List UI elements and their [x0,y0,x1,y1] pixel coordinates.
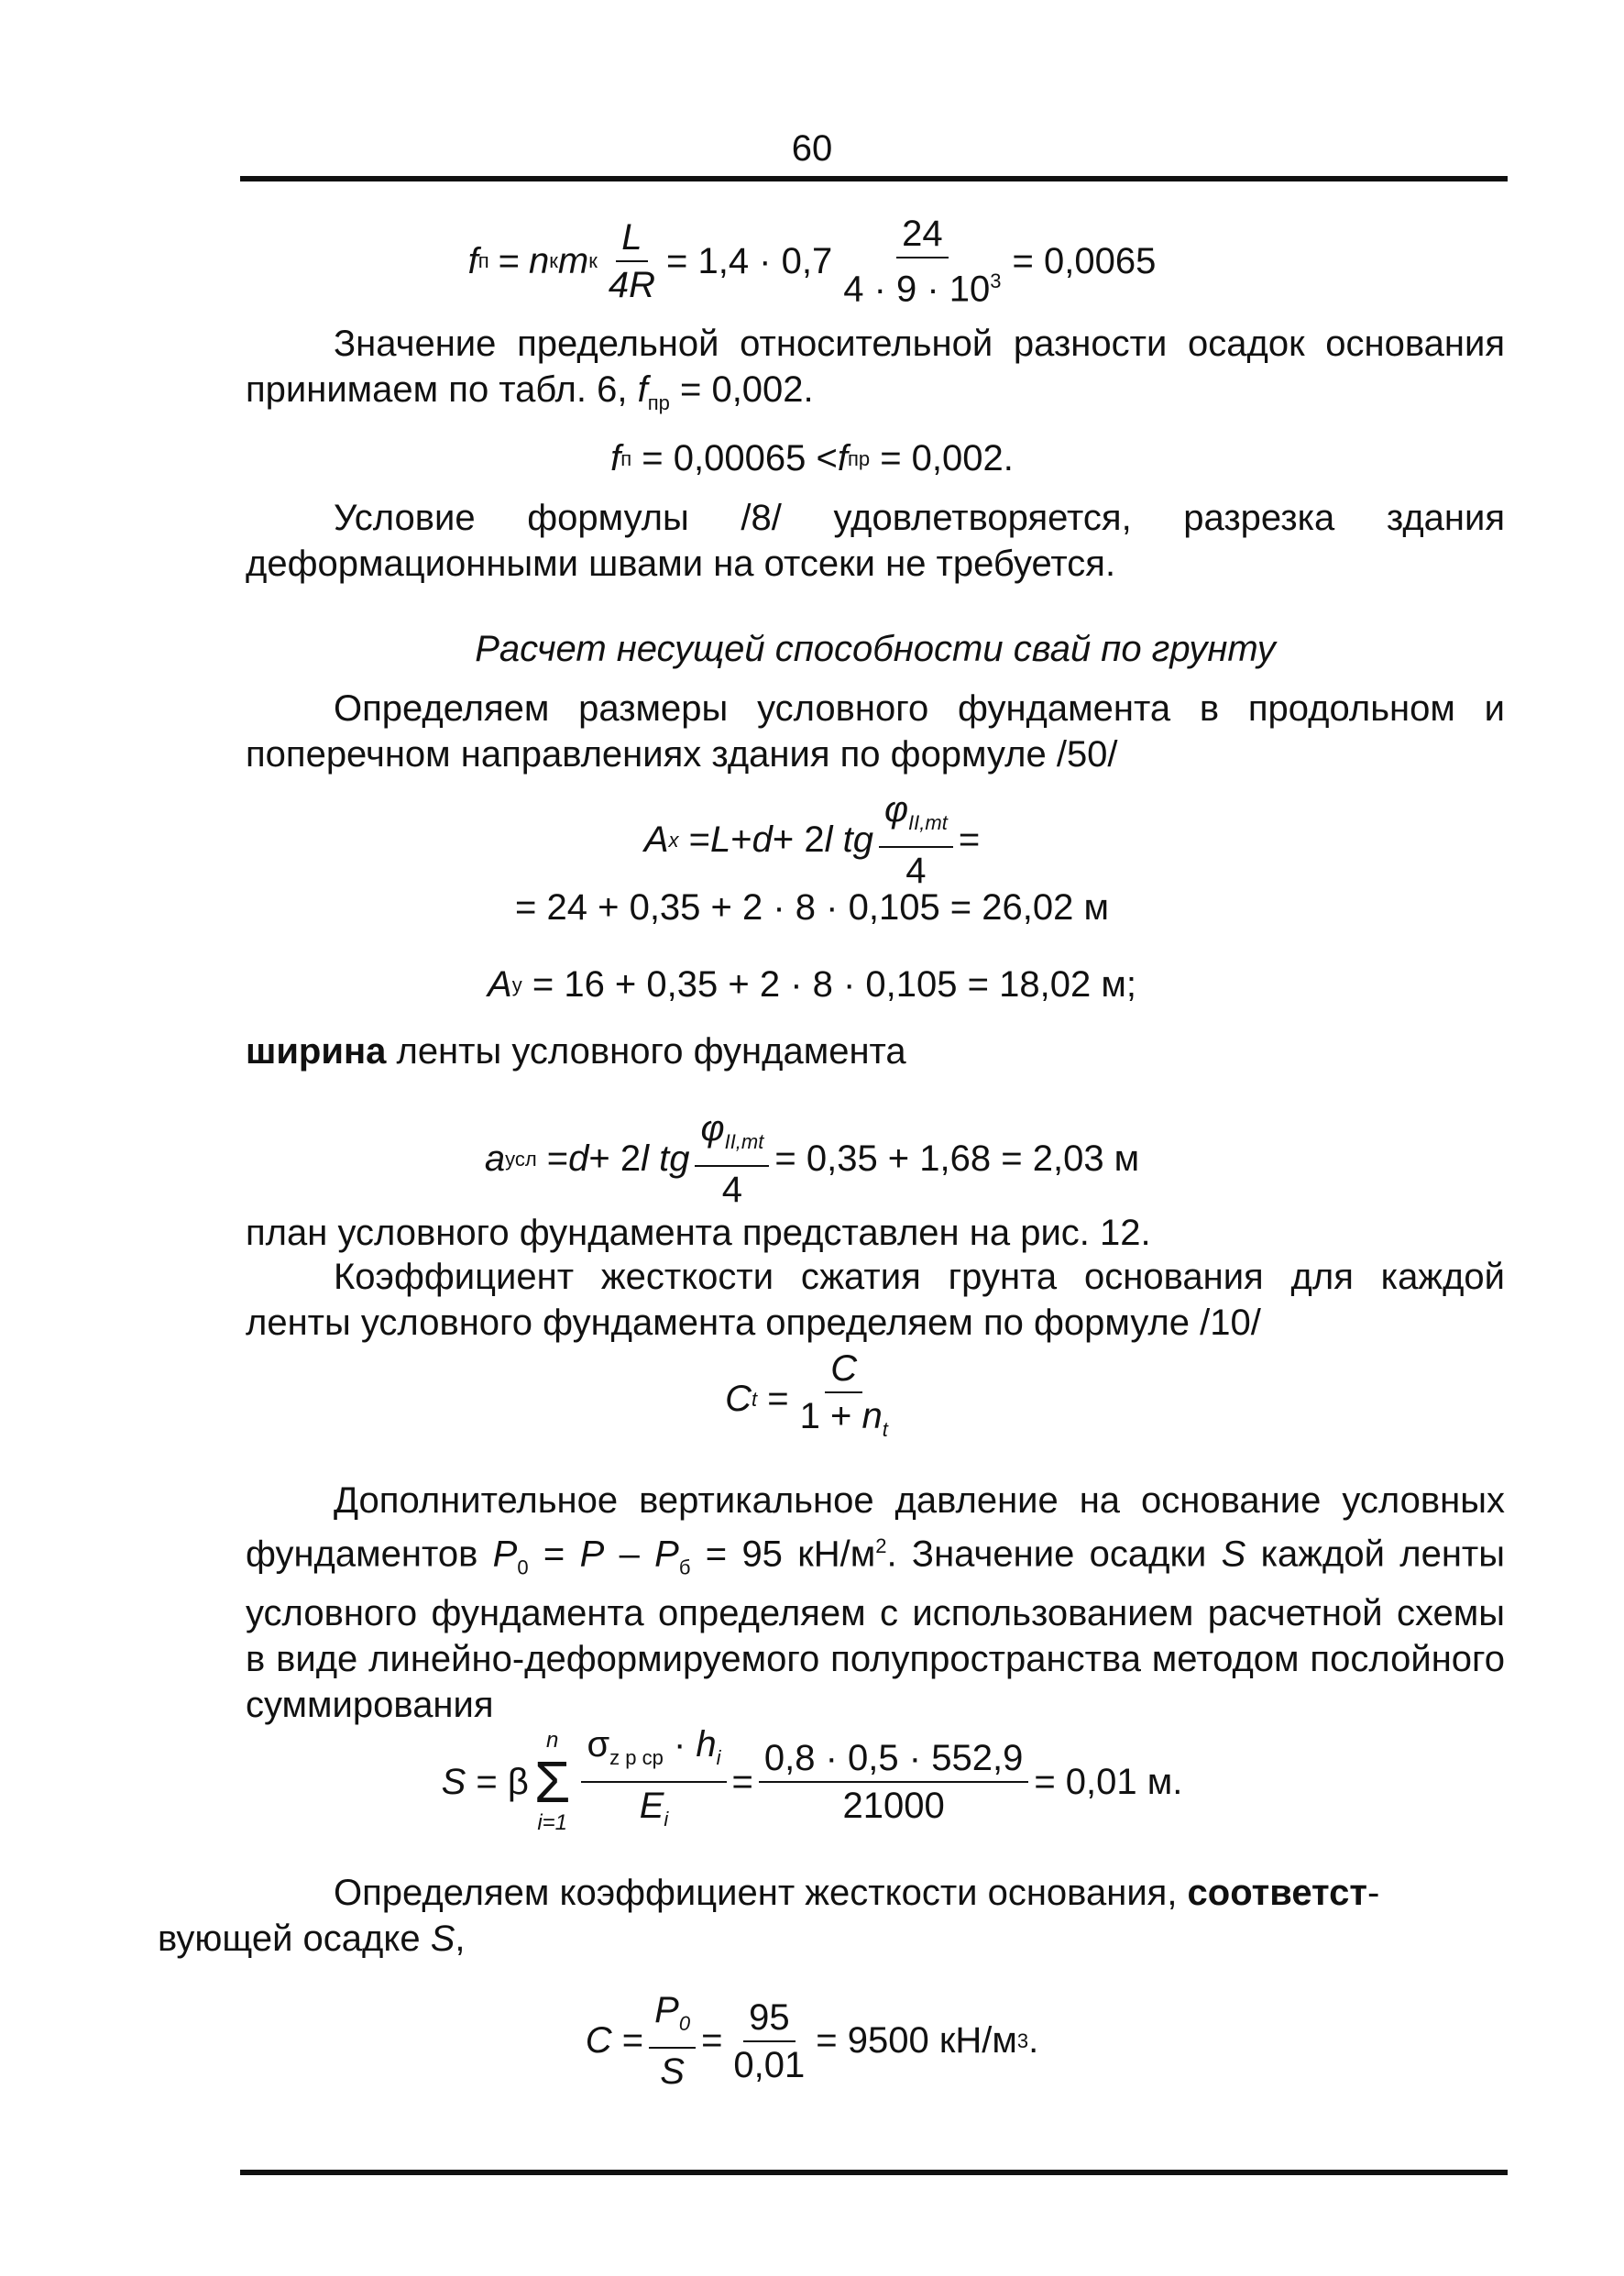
paragraph-plan: план условного фундамента представлен на рис. 12. [246,1213,1151,1253]
page-number: 60 [791,128,833,169]
paragraph-limit: Значение предельной относительной разности осадок основания принимаем по табл. 6, $f_{пр} = 0,002$. [246,324,1505,414]
equation-ay: A у = 16 + 0,35 + 2 · 8 · 0,105 = 18,02 м; [488,964,1136,1005]
section-heading: Расчет несущей способности свай по грунту [475,629,1276,669]
equation-a-usl: a усл = d + 2 l tg $\frac{\varphi_{II,mt}}{4}$ = 0,35 + 1,68 = 2,03 м [484,1108,1140,1210]
paragraph-coef: Коэффициент жесткости сжатия грунта основания для каждой ленты условного фундамента определяем по формуле /10/ [246,1257,1505,1343]
paragraph-condition: Условие формулы /8/ удовлетворяется, разрезка здания деформационными швами на отсеки не требуется. [246,498,1505,584]
top-rule [240,176,1508,181]
equation-fn: f п = n к m к $\frac{L}{4R}$ = 1,4 · 0,7 $\frac{24}{4 \cdot 9 \cdot 10^3}$ = 0,0065 [467,214,1157,310]
equation-ct: C t = $\frac{C}{1 + n_t}$ [725,1348,888,1441]
paragraph-sizes: Определяем размеры условного фундамента в продольном и поперечном направлениях здания по формуле /50/ [246,688,1505,775]
paragraph-width: ширина ленты условного фундамента [246,1031,906,1072]
equation-compare: f п = 0,00065 < f пр = 0,002. [610,438,1014,478]
paragraph-stiffness: Определяем коэффициент жесткости основания, соответст- вующей осадке S, [158,1873,1380,1959]
equation-s: S = β n Σ i=1 $\frac{\sigma_{z p ср} \cdot h_i}{E_i}$ = $\frac{0,8 \cdot 0,5 \cdot 552,9}{21000}$ = 0,01 м. [441,1724,1183,1835]
equation-ax-2: = 24 + 0,35 + 2 · 8 · 0,105 = 26,02 м [515,887,1109,928]
bottom-rule [240,2170,1508,2175]
equation-ax-1: A x = L + d + 2 l tg $\frac{\varphi_{II,mt}}{4}$ = [643,789,981,891]
equation-c: C = $\frac{P_0}{S}$ = $\frac{95}{0,01}$ = 9500 кН/м 3 . [585,1990,1039,2092]
paragraph-pressure: Дополнительное вертикальное давление на основание условных фундаментов $P_0 = P - P_б = 95$ $кН/м^2$. Значение осадки S каждой ленты условного фундамента определяем с использованием расчетной схемы в виде линейно-деформируемого полупространства методом послойного суммирования [246,1480,1505,1726]
